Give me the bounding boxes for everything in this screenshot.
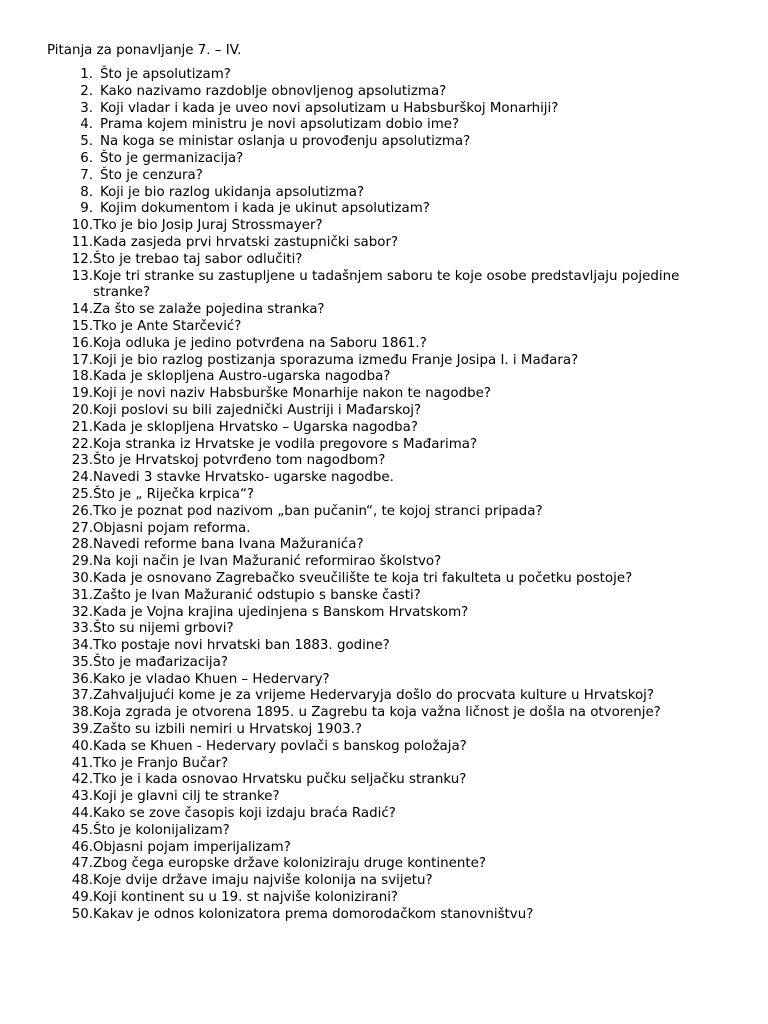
question-item bbox=[47, 101, 737, 118]
question-item bbox=[47, 302, 737, 319]
question-text: Kada je sklopljena Hrvatsko – Ugarska nagodba? bbox=[93, 419, 418, 435]
question-text: Koji je bio razlog ukidanja apsolutizma? bbox=[100, 184, 365, 200]
question-item bbox=[47, 84, 737, 101]
question-item bbox=[47, 420, 737, 437]
question-item bbox=[47, 605, 737, 622]
question-text: Što je germanizacija? bbox=[100, 150, 244, 166]
question-number: 37. bbox=[71, 688, 93, 704]
question-number: 22. bbox=[71, 436, 93, 452]
question-item bbox=[47, 504, 737, 521]
question-text: Zašto su izbili nemiri u Hrvatskoj 1903.? bbox=[93, 722, 362, 738]
question-number: 11. bbox=[71, 234, 93, 250]
question-item bbox=[47, 252, 737, 269]
question-number: 33. bbox=[71, 621, 93, 637]
question-text: Kada je osnovano Zagrebačko sveučilište te koja tri fakulteta u početku postoje? bbox=[93, 570, 633, 586]
question-text: Objasni pojam reforma. bbox=[93, 520, 251, 536]
question-number: 5. bbox=[80, 134, 93, 150]
question-item bbox=[47, 168, 737, 185]
question-number: 41. bbox=[71, 755, 93, 771]
question-item bbox=[47, 588, 737, 605]
question-item bbox=[47, 336, 737, 353]
question-text: Što je apsolutizam? bbox=[100, 67, 231, 82]
question-number: 14. bbox=[71, 302, 93, 318]
question-text: Što je „ Riječka krpica“? bbox=[93, 486, 255, 502]
question-item bbox=[47, 537, 737, 554]
question-number: 26. bbox=[71, 503, 93, 519]
question-item bbox=[47, 823, 737, 840]
question-text: Koje dvije države imaju najviše kolonija na svijetu? bbox=[93, 873, 433, 889]
question-item bbox=[47, 185, 737, 202]
question-number: 38. bbox=[71, 705, 93, 721]
document-title: Pitanja za ponavljanje 7. – IV. bbox=[47, 43, 242, 58]
question-text: Kada je Vojna krajina ujedinjena s Banskom Hrvatskom? bbox=[93, 604, 469, 620]
question-item bbox=[47, 67, 737, 84]
question-text: Koji je novi naziv Habsburške Monarhije nakon te nagodbe? bbox=[93, 386, 491, 402]
question-text: Koja stranka iz Hrvatske je vodila pregovore s Mađarima? bbox=[93, 436, 478, 452]
question-number: 6. bbox=[80, 150, 93, 166]
question-text: Za što se zalaže pojedina stranka? bbox=[93, 302, 325, 318]
question-number: 18. bbox=[71, 369, 93, 385]
question-text: Zahvaljujući kome je za vrijeme Hedervaryja došlo do procvata kulture u Hrvatskoj? bbox=[93, 688, 654, 704]
question-item bbox=[47, 487, 737, 504]
question-number: 39. bbox=[71, 722, 93, 738]
question-text: Kada se Khuen - Hedervary povlači s banskog položaja? bbox=[93, 738, 467, 754]
question-text: Zašto je Ivan Mažuranić odstupio s banske časti? bbox=[93, 587, 421, 603]
question-number: 29. bbox=[71, 554, 93, 570]
question-item bbox=[47, 571, 737, 588]
question-item bbox=[47, 873, 737, 890]
question-number: 30. bbox=[71, 570, 93, 586]
question-text: Što je cenzura? bbox=[100, 167, 203, 183]
question-text: Navedi reforme bana Ivana Mažuranića? bbox=[93, 537, 364, 553]
question-text: Koje tri stranke su zastupljene u tadašnjem saboru te koje osobe predstavljaju pojedine stranke? bbox=[93, 268, 680, 301]
question-number: 31. bbox=[71, 587, 93, 603]
question-text: Kako se zove časopis koji izdaju braća Radić? bbox=[93, 806, 396, 822]
question-item bbox=[47, 235, 737, 252]
question-item bbox=[47, 269, 737, 303]
question-item bbox=[47, 521, 737, 538]
question-number: 16. bbox=[71, 335, 93, 351]
question-text: Što je mađarizacija? bbox=[93, 654, 228, 670]
question-number: 50. bbox=[71, 906, 93, 922]
question-number: 1. bbox=[80, 67, 93, 82]
question-number: 12. bbox=[71, 251, 93, 267]
question-item bbox=[47, 117, 737, 134]
question-number: 3. bbox=[80, 100, 93, 116]
question-item bbox=[47, 218, 737, 235]
question-item bbox=[47, 672, 737, 689]
question-number: 36. bbox=[71, 671, 93, 687]
question-text: Kakav je odnos kolonizatora prema domorodačkom stanovništvu? bbox=[93, 906, 534, 922]
question-text: Navedi 3 stavke Hrvatsko- ugarske nagodbe. bbox=[93, 470, 394, 486]
question-number: 23. bbox=[71, 453, 93, 469]
question-number: 49. bbox=[71, 890, 93, 906]
question-item bbox=[47, 705, 737, 722]
question-text: Tko je Ante Starčević? bbox=[93, 318, 242, 334]
question-item bbox=[47, 890, 737, 907]
question-item bbox=[47, 806, 737, 823]
question-number: 20. bbox=[71, 402, 93, 418]
question-number: 4. bbox=[80, 117, 93, 133]
question-number: 24. bbox=[71, 470, 93, 486]
question-text: Koja zgrada je otvorena 1895. u Zagrebu ta koja važna ličnost je došla na otvorenje? bbox=[93, 705, 661, 721]
question-text: Objasni pojam imperijalizam? bbox=[93, 839, 291, 855]
question-number: 45. bbox=[71, 822, 93, 838]
question-text: Što je Hrvatskoj potvrđeno tom nagodbom? bbox=[93, 453, 386, 469]
question-text: Na koji način je Ivan Mažuranić reformirao školstvo? bbox=[93, 554, 442, 570]
question-item bbox=[47, 437, 737, 454]
question-number: 17. bbox=[71, 352, 93, 368]
question-item bbox=[47, 453, 737, 470]
question-item bbox=[47, 470, 737, 487]
question-number: 27. bbox=[71, 520, 93, 536]
question-number: 44. bbox=[71, 806, 93, 822]
question-number: 10. bbox=[71, 218, 93, 234]
question-item bbox=[47, 369, 737, 386]
question-number: 25. bbox=[71, 486, 93, 502]
question-item bbox=[47, 201, 737, 218]
question-text: Na koga se ministar oslanja u provođenju apsolutizma? bbox=[100, 134, 471, 150]
question-item bbox=[47, 621, 737, 638]
question-number: 19. bbox=[71, 386, 93, 402]
question-text: Koji vladar i kada je uveo novi apsolutizam u Habsburškoj Monarhiji? bbox=[100, 100, 559, 116]
question-text: Što je kolonijalizam? bbox=[93, 822, 230, 838]
question-item bbox=[47, 789, 737, 806]
question-text: Kako nazivamo razdoblje obnovljenog apsolutizma? bbox=[100, 83, 447, 99]
question-item bbox=[47, 722, 737, 739]
question-item bbox=[47, 739, 737, 756]
question-number: 46. bbox=[71, 839, 93, 855]
question-item bbox=[47, 319, 737, 336]
question-number: 47. bbox=[71, 856, 93, 872]
question-number: 2. bbox=[80, 83, 93, 99]
question-number: 43. bbox=[71, 789, 93, 805]
question-text: Tko postaje novi hrvatski ban 1883. godine? bbox=[93, 638, 390, 654]
question-list bbox=[47, 67, 737, 924]
question-text: Tko je Franjo Bučar? bbox=[93, 755, 229, 771]
question-text: Kada zasjeda prvi hrvatski zastupnički sabor? bbox=[93, 234, 399, 250]
question-number: 40. bbox=[71, 738, 93, 754]
question-number: 28. bbox=[71, 537, 93, 553]
question-item bbox=[47, 403, 737, 420]
question-item bbox=[47, 840, 737, 857]
question-item bbox=[47, 151, 737, 168]
question-item bbox=[47, 554, 737, 571]
question-text: Tko je poznat pod nazivom „ban pučanin“, te kojoj stranci pripada? bbox=[93, 503, 543, 519]
question-number: 32. bbox=[71, 604, 93, 620]
question-number: 8. bbox=[80, 184, 93, 200]
question-item bbox=[47, 638, 737, 655]
question-number: 13. bbox=[71, 268, 93, 284]
question-item bbox=[47, 756, 737, 773]
question-text: Kada je sklopljena Austro-ugarska nagodba? bbox=[93, 369, 391, 385]
question-number: 48. bbox=[71, 873, 93, 889]
question-text: Koji kontinent su u 19. st najviše kolonizirani? bbox=[93, 890, 399, 906]
question-text: Koji poslovi su bili zajednički Austriji i Mađarskoj? bbox=[93, 402, 422, 418]
question-item bbox=[47, 655, 737, 672]
question-number: 7. bbox=[80, 167, 93, 183]
question-text: Koji je glavni cilj te stranke? bbox=[93, 789, 280, 805]
question-text: Što su nijemi grbovi? bbox=[93, 621, 234, 637]
question-text: Zbog čega europske države koloniziraju druge kontinente? bbox=[93, 856, 486, 872]
question-text: Tko je i kada osnovao Hrvatsku pučku seljačku stranku? bbox=[93, 772, 467, 788]
question-text: Koja odluka je jedino potvrđena na Saboru 1861.? bbox=[93, 335, 427, 351]
question-number: 21. bbox=[71, 419, 93, 435]
question-item bbox=[47, 772, 737, 789]
question-text: Što je trebao taj sabor odlučiti? bbox=[93, 251, 303, 267]
question-number: 34. bbox=[71, 638, 93, 654]
question-number: 42. bbox=[71, 772, 93, 788]
question-item bbox=[47, 856, 737, 873]
question-item bbox=[47, 688, 737, 705]
question-number: 15. bbox=[71, 318, 93, 334]
question-text: Prama kojem ministru je novi apsolutizam dobio ime? bbox=[100, 117, 460, 133]
question-number: 35. bbox=[71, 654, 93, 670]
question-item bbox=[47, 907, 737, 924]
question-text: Koji je bio razlog postizanja sporazuma između Franje Josipa I. i Mađara? bbox=[93, 352, 579, 368]
question-number: 9. bbox=[80, 201, 93, 217]
question-text: Kako je vladao Khuen – Hedervary? bbox=[93, 671, 330, 687]
question-item bbox=[47, 353, 737, 370]
question-item bbox=[47, 134, 737, 151]
question-text: Tko je bio Josip Juraj Strossmayer? bbox=[93, 218, 323, 234]
question-text: Kojim dokumentom i kada je ukinut apsolutizam? bbox=[100, 201, 430, 217]
question-item bbox=[47, 386, 737, 403]
